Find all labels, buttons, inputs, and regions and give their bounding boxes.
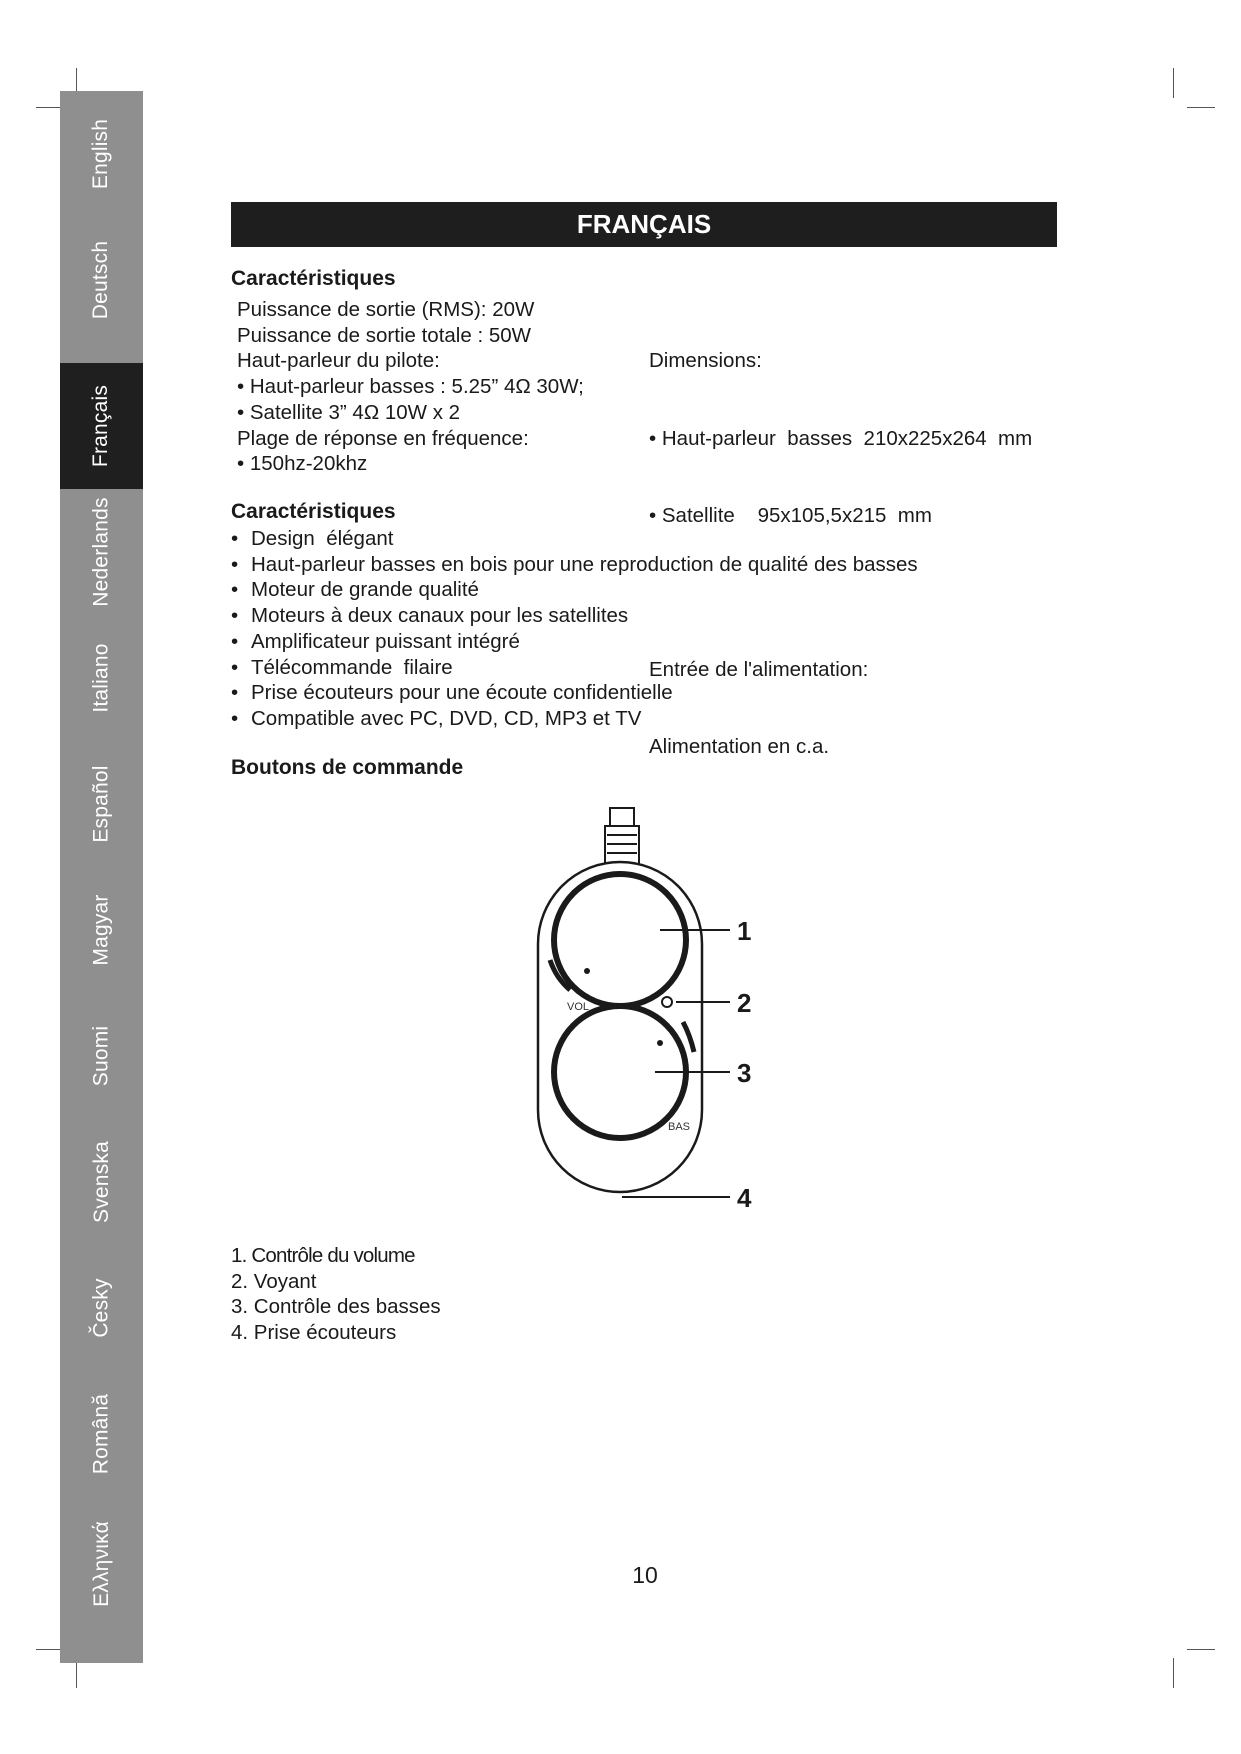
spec-line: Puissance de sortie totale : 50W xyxy=(237,323,531,347)
lang-tab-label: Italiano xyxy=(89,643,113,713)
legend-item: 1. Contrôle du volume xyxy=(231,1244,415,1267)
lang-tab-label: English xyxy=(89,118,113,190)
spec-line: Entrée de l'alimentation: xyxy=(649,657,869,681)
controls-legend xyxy=(231,1243,441,1346)
crop-mark xyxy=(1187,107,1215,108)
callout-number: 3 xyxy=(737,1058,752,1088)
lang-tab-italiano[interactable] xyxy=(60,615,143,741)
language-sidebar xyxy=(60,91,143,1663)
page-number: 10 xyxy=(632,1562,658,1588)
lang-tab-francais[interactable] xyxy=(60,363,143,489)
cable-strain-relief xyxy=(605,826,639,866)
lang-tab-espanol[interactable] xyxy=(60,741,143,867)
indicator-led xyxy=(662,997,672,1007)
feature-item: • Amplificateur puissant intégré xyxy=(231,629,918,655)
lang-tab-label: Suomi xyxy=(89,1025,113,1087)
lang-tab-cesky[interactable] xyxy=(60,1245,143,1371)
spec-line: • 150hz-20khz xyxy=(237,452,368,476)
features-list xyxy=(231,526,918,732)
feature-item: • Moteur de grande qualité xyxy=(231,577,918,603)
callout-number: 2 xyxy=(737,988,752,1018)
volume-knob xyxy=(554,874,686,1006)
remote-control-diagram xyxy=(520,800,780,1220)
lang-tab-suomi[interactable] xyxy=(60,993,143,1119)
lang-tab-nederlands[interactable] xyxy=(60,489,143,615)
spec-line: • Haut-parleur basses 210x225x264 mm xyxy=(649,426,1033,450)
specs-title: Caractéristiques xyxy=(231,267,396,290)
page-title: FRANÇAIS xyxy=(576,209,712,239)
spec-line: • Haut-parleur basses : 5.25” 4Ω 30W; xyxy=(237,375,584,399)
legend-item: 3. Contrôle des basses xyxy=(231,1295,441,1319)
crop-mark xyxy=(1187,1649,1215,1650)
spec-line: Alimentation en c.a. xyxy=(649,734,830,758)
feature-item: • Télécommande filaire xyxy=(231,655,918,681)
lang-tab-label: Français xyxy=(89,384,113,468)
lang-tab-label: Česky xyxy=(89,1278,113,1338)
lang-tab-deutsch[interactable] xyxy=(60,217,143,343)
crop-mark xyxy=(1173,68,1174,98)
features-title: Caractéristiques xyxy=(231,500,396,523)
lang-tab-label: Svenska xyxy=(89,1141,113,1223)
legend-item: 4. Prise écouteurs xyxy=(231,1321,397,1345)
callout-number: 1 xyxy=(737,916,752,946)
controls-title: Boutons de commande xyxy=(231,756,464,779)
lang-tab-label: Magyar xyxy=(89,894,113,966)
feature-item: • Haut-parleur basses en bois pour une reproduction de qualité des basses xyxy=(231,552,918,578)
feature-item: • Compatible avec PC, DVD, CD, MP3 et TV xyxy=(231,706,918,732)
specs-left-list xyxy=(237,297,584,477)
bas-label: BAS xyxy=(668,1121,691,1133)
vol-label: VOL xyxy=(567,1001,590,1013)
lang-tab-label: Español xyxy=(89,765,113,843)
lang-tab-romana[interactable] xyxy=(60,1371,143,1497)
feature-item: • Design élégant xyxy=(231,526,918,552)
lang-tab-label: Nederlands xyxy=(89,497,113,607)
page-header-bar xyxy=(231,202,1057,247)
legend-item: 2. Voyant xyxy=(231,1269,317,1293)
feature-item: • Moteurs à deux canaux pour les satellites xyxy=(231,603,918,629)
lang-tab-label: Ελληνικά xyxy=(89,1521,113,1607)
lang-tab-label: Română xyxy=(89,1393,113,1475)
lang-tab-magyar[interactable] xyxy=(60,867,143,993)
callout-number: 4 xyxy=(737,1183,752,1213)
spec-line: Puissance de sortie (RMS): 20W xyxy=(237,298,535,321)
spec-line: Plage de réponse en fréquence: xyxy=(237,426,529,450)
lang-tab-label: Deutsch xyxy=(89,240,113,320)
spec-line: • Satellite 95x105,5x215 mm xyxy=(649,503,932,527)
feature-item: • Prise écouteurs pour une écoute confidentielle xyxy=(231,680,918,706)
spec-line: Haut-parleur du pilote: xyxy=(237,349,440,373)
crop-mark xyxy=(1173,1658,1174,1688)
lang-tab-english[interactable] xyxy=(60,91,143,217)
spec-line: • Satellite 3” 4Ω 10W x 2 xyxy=(237,400,461,424)
lang-tab-svenska[interactable] xyxy=(60,1119,143,1245)
spec-line: Dimensions: xyxy=(649,349,762,373)
